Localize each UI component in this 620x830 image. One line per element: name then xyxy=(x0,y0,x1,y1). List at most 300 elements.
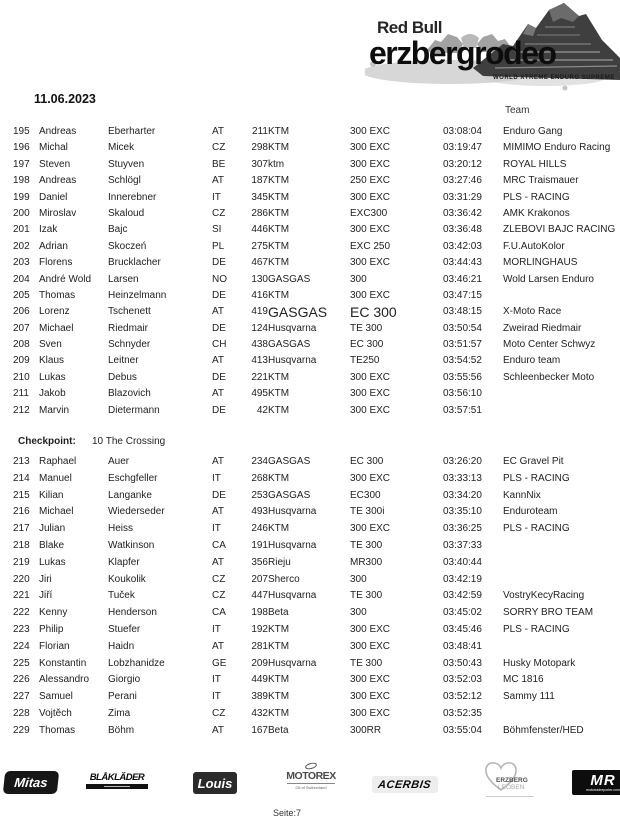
table-row xyxy=(13,622,620,639)
cell-num: 205 xyxy=(13,289,30,301)
cell-num: 218 xyxy=(13,539,30,551)
cell-model: 300 EXC xyxy=(350,623,391,635)
table-row xyxy=(13,304,620,320)
cell-num: 212 xyxy=(13,404,30,416)
erzberg-text: ERZBERG xyxy=(496,777,528,784)
event-logo xyxy=(365,2,620,97)
cell-team: Enduroteam xyxy=(503,506,558,518)
motorex-wordmark: MOTOREX xyxy=(286,770,336,782)
cell-model: 300 EXC xyxy=(350,640,391,652)
cell-brand: Rieju xyxy=(268,556,291,568)
cell-bike_no: 211 xyxy=(252,126,268,137)
cell-model: 300 EXC xyxy=(350,472,391,484)
cell-bike_no: 449 xyxy=(251,674,268,686)
sponsor-logo-motorradreporter xyxy=(572,770,620,795)
table-row xyxy=(13,639,620,656)
cell-bike_no: 275 xyxy=(251,240,268,252)
table-row xyxy=(13,471,620,488)
table-row xyxy=(13,521,620,538)
cell-model: 300 EXC xyxy=(350,126,391,137)
cell-bike_no: 416 xyxy=(251,289,268,301)
cell-last: Stuefer xyxy=(108,623,141,635)
cell-last: Klapfer xyxy=(108,556,140,568)
cell-first: Michael xyxy=(39,322,74,334)
cell-time: 03:34:20 xyxy=(443,489,482,501)
cell-brand: GASGAS xyxy=(268,456,311,467)
cell-model: EXC300 xyxy=(350,207,388,219)
table-row xyxy=(13,239,620,255)
cell-num: 223 xyxy=(13,623,30,635)
cell-time: 03:52:12 xyxy=(443,691,482,703)
erzberg-underline xyxy=(486,796,534,797)
cell-num: 216 xyxy=(13,506,30,518)
cell-first: Andreas xyxy=(39,126,77,137)
cell-num: 226 xyxy=(13,674,30,686)
cell-num: 200 xyxy=(13,207,30,219)
cell-team: Husky Motopark xyxy=(503,657,576,669)
cell-team: Enduro team xyxy=(503,355,561,367)
cell-time: 03:47:15 xyxy=(443,289,482,301)
cell-team: KannNix xyxy=(503,489,541,501)
cell-num: 211 xyxy=(13,388,29,400)
cell-bike_no: 432 xyxy=(251,707,268,719)
cell-first: Adrian xyxy=(39,240,68,252)
cell-last: Leitner xyxy=(108,355,139,367)
cell-brand: GASGAS xyxy=(268,273,311,285)
cell-team xyxy=(503,403,620,419)
cell-model: 250 EXC xyxy=(350,175,391,187)
cell-model: EC 300 xyxy=(350,304,397,321)
cell-team: MORLINGHAUS xyxy=(503,257,578,269)
cell-brand: KTM xyxy=(268,224,290,236)
cell-time: 03:48:41 xyxy=(443,640,482,652)
cell-time: 03:54:52 xyxy=(443,355,482,367)
cell-time: 03:42:19 xyxy=(443,573,482,585)
cell-nat: AT xyxy=(212,355,225,367)
cell-num: 195 xyxy=(13,126,30,137)
cell-model: EC 300 xyxy=(350,339,384,351)
cell-num: 209 xyxy=(13,355,30,367)
cell-last: Micek xyxy=(108,142,135,154)
table-row xyxy=(13,386,620,402)
cell-time: 03:35:10 xyxy=(443,506,482,518)
table-row xyxy=(13,321,620,337)
cell-first: Sven xyxy=(39,339,62,351)
cell-first: Kenny xyxy=(39,607,68,619)
cell-first: Samuel xyxy=(39,691,73,703)
cell-time: 03:50:43 xyxy=(443,657,482,669)
cell-first: Vojtěch xyxy=(39,707,72,719)
cell-nat: DE xyxy=(212,404,226,416)
cell-last: Skaloud xyxy=(108,207,145,219)
table-row xyxy=(13,504,620,521)
result-rows-2 xyxy=(13,454,620,740)
cell-bike_no: 307 xyxy=(251,158,268,170)
cell-bike_no: 419 xyxy=(251,306,268,318)
cell-bike_no: 207 xyxy=(251,573,268,585)
cell-last: Tschenett xyxy=(108,306,151,318)
cell-last: Langanke xyxy=(108,489,152,501)
cell-team: VostryKecyRacing xyxy=(503,590,585,602)
cell-num: 210 xyxy=(13,371,30,383)
cell-model: 300 EXC xyxy=(350,158,391,170)
table-row xyxy=(13,353,620,369)
cell-model: TE 300 xyxy=(350,322,383,334)
cell-model: EXC 250 xyxy=(350,240,391,252)
cell-brand: KTM xyxy=(268,142,290,154)
cell-model: 300 EXC xyxy=(350,289,391,301)
cell-first: Florian xyxy=(39,640,70,652)
cell-brand: KTM xyxy=(268,240,290,252)
cell-brand: KTM xyxy=(268,707,290,719)
cell-nat: AT xyxy=(212,388,225,400)
cell-first: Andreas xyxy=(39,175,77,187)
cell-last: Schlögl xyxy=(108,175,141,187)
cell-team: F.U.AutoKolor xyxy=(503,240,565,252)
cell-brand: KTM xyxy=(268,640,290,652)
cell-num: 228 xyxy=(13,707,30,719)
cell-nat: AT xyxy=(212,456,225,467)
acerbis-wordmark: ACERBIS xyxy=(377,778,433,791)
cell-team: Enduro Gang xyxy=(503,126,563,137)
motorex-tagline: Oil of Switzerland xyxy=(287,783,335,790)
cell-nat: NO xyxy=(212,273,227,285)
table-row xyxy=(13,555,620,572)
cell-nat: IT xyxy=(212,691,221,703)
table-row xyxy=(13,538,620,555)
sponsor-logo-acerbis xyxy=(372,776,438,793)
cell-num: 201 xyxy=(13,224,30,236)
cell-last: Henderson xyxy=(108,607,157,619)
cell-last: Tuček xyxy=(108,590,135,602)
cell-model: 300 xyxy=(350,573,367,585)
cell-first: Alessandro xyxy=(39,674,90,686)
cell-model: TE250 xyxy=(350,355,380,367)
table-row xyxy=(13,206,620,222)
table-row xyxy=(13,190,620,206)
cell-time: 03:52:35 xyxy=(443,707,482,719)
cell-model: TE 300 xyxy=(350,657,383,669)
cell-last: Auer xyxy=(108,456,130,467)
cell-first: Florens xyxy=(39,257,73,269)
cell-nat: DE xyxy=(212,257,226,269)
cell-bike_no: 413 xyxy=(251,355,268,367)
cell-bike_no: 298 xyxy=(251,142,268,154)
cell-bike_no: 130 xyxy=(251,273,268,285)
cell-last: Eschgfeller xyxy=(108,472,158,484)
cell-brand: KTM xyxy=(268,191,290,203)
cell-nat: IT xyxy=(212,674,221,686)
cell-first: Miroslav xyxy=(39,207,77,219)
cell-last: Giorgio xyxy=(108,674,141,686)
louis-wordmark: Louis xyxy=(197,775,233,791)
cell-model: 300 EXC xyxy=(350,257,391,269)
cell-brand: Beta xyxy=(268,724,289,736)
cell-model: 300 EXC xyxy=(350,224,391,236)
cell-model: 300 xyxy=(350,273,367,285)
cell-model: 300 EXC xyxy=(350,142,391,154)
cell-first: Thomas xyxy=(39,724,76,736)
logo-tagline: WORLD XTREME ENDURO SUPREME xyxy=(493,75,615,81)
cell-first: Lorenz xyxy=(39,306,70,318)
cell-last: Heinzelmann xyxy=(108,289,167,301)
cell-bike_no: 389 xyxy=(251,691,268,703)
cell-bike_no: 246 xyxy=(251,523,268,535)
cell-num: 215 xyxy=(13,489,30,501)
cell-team: SORRY BRO TEAM xyxy=(503,607,594,619)
cell-team xyxy=(503,386,620,402)
cell-first: Michal xyxy=(39,142,68,154)
cell-num: 197 xyxy=(13,158,30,170)
cell-last: Haidn xyxy=(108,640,135,652)
cell-num: 198 xyxy=(13,175,30,187)
cell-time: 03:36:25 xyxy=(443,523,482,535)
cell-time: 03:57:51 xyxy=(443,404,482,416)
table-row xyxy=(13,222,620,238)
cell-model: 300RR xyxy=(350,724,382,736)
cell-num: 227 xyxy=(13,691,30,703)
cell-first: Michael xyxy=(39,506,74,518)
table-row xyxy=(13,656,620,673)
cell-last: Riedmair xyxy=(108,322,149,334)
cell-bike_no: 281 xyxy=(251,640,268,652)
cell-nat: IT xyxy=(212,191,221,203)
mr-wordmark: MR xyxy=(590,771,616,789)
cell-model: MR300 xyxy=(350,556,383,568)
table-row xyxy=(13,605,620,622)
cell-last: Dietermann xyxy=(108,404,160,416)
cell-last: Bajc xyxy=(108,224,128,236)
cell-num: 202 xyxy=(13,240,30,252)
cell-nat: AT xyxy=(212,724,225,736)
cell-brand: KTM xyxy=(268,175,290,187)
cell-time: 03:50:54 xyxy=(443,322,482,334)
cell-brand: Husqvarna xyxy=(268,657,317,669)
cell-brand: Sherco xyxy=(268,573,300,585)
cell-team: X-Moto Race xyxy=(503,306,562,318)
cell-team: Wold Larsen Enduro xyxy=(503,273,594,285)
cell-team: MRC Traismauer xyxy=(503,175,579,187)
cell-first: Blake xyxy=(39,539,65,551)
cell-first: Lukas xyxy=(39,556,66,568)
cell-nat: IT xyxy=(212,623,221,635)
cell-brand: Husqvarna xyxy=(268,506,317,518)
table-row xyxy=(13,140,620,156)
sponsor-logo-motorex xyxy=(281,763,341,790)
leoben-text: LEOBEN xyxy=(498,784,525,791)
blaklader-bar xyxy=(86,784,148,789)
cell-first: Lukas xyxy=(39,371,66,383)
cell-time: 03:26:20 xyxy=(443,456,482,467)
cell-team xyxy=(503,572,620,589)
cell-model: 300 EXC xyxy=(350,691,391,703)
cell-first: Jakob xyxy=(39,388,66,400)
cell-first: Marvin xyxy=(39,404,70,416)
cell-model: TE 300 xyxy=(350,539,383,551)
cell-first: Steven xyxy=(39,158,71,170)
cell-last: Böhm xyxy=(108,724,135,736)
cell-time: 03:36:48 xyxy=(443,224,482,236)
cell-bike_no: 198 xyxy=(251,607,268,619)
cell-model: EC 300 xyxy=(350,456,384,467)
cell-brand: KTM xyxy=(268,207,290,219)
cell-brand: KTM xyxy=(268,674,290,686)
cell-bike_no: 467 xyxy=(251,257,268,269)
cell-model: 300 xyxy=(350,607,367,619)
cell-team xyxy=(503,538,620,555)
cell-time: 03:40:44 xyxy=(443,556,482,568)
cell-team xyxy=(503,288,620,304)
checkpoint-value: 10 The Crossing xyxy=(92,436,166,447)
cell-time: 03:55:04 xyxy=(443,724,482,736)
cell-nat: CZ xyxy=(212,707,226,719)
cell-brand: KTM xyxy=(268,388,290,400)
cell-model: 300 EXC xyxy=(350,371,391,383)
cell-time: 03:45:02 xyxy=(443,607,482,619)
cell-nat: GE xyxy=(212,657,227,669)
cell-first: Julian xyxy=(39,523,66,535)
cell-time: 03:51:57 xyxy=(443,339,482,351)
cell-brand: GASGAS xyxy=(268,304,328,321)
cell-num: 225 xyxy=(13,657,30,669)
cell-model: 300 EXC xyxy=(350,674,391,686)
cell-team: Zweirad Riedmair xyxy=(503,322,582,334)
sponsor-logo-mitas xyxy=(3,771,59,794)
cell-last: Brucklacher xyxy=(108,257,161,269)
cell-first: Kilian xyxy=(39,489,64,501)
cell-first: Daniel xyxy=(39,191,68,203)
cell-bike_no: 209 xyxy=(251,657,268,669)
table-row xyxy=(13,672,620,689)
cell-num: 217 xyxy=(13,523,30,535)
cell-bike_no: 495 xyxy=(251,388,268,400)
cell-model: 300 EXC xyxy=(350,404,391,416)
cell-bike_no: 187 xyxy=(251,175,268,187)
cell-model: 300 EXC xyxy=(350,191,391,203)
cell-time: 03:27:46 xyxy=(443,175,482,187)
table-row xyxy=(13,723,620,740)
table-row xyxy=(13,689,620,706)
cell-num: 214 xyxy=(13,472,30,484)
cell-num: 203 xyxy=(13,257,30,269)
cell-nat: SI xyxy=(212,224,222,236)
cell-model: 300 EXC xyxy=(350,523,391,535)
cell-brand: KTM xyxy=(268,691,290,703)
cell-brand: Husqvarna xyxy=(268,355,317,367)
cell-last: Lobzhanidze xyxy=(108,657,165,669)
cell-model: TE 300 xyxy=(350,590,383,602)
cell-first: Thomas xyxy=(39,289,76,301)
cell-team: MIMIMO Enduro Racing xyxy=(503,142,611,154)
cell-nat: CA xyxy=(212,607,226,619)
cell-bike_no: 356 xyxy=(251,556,268,568)
cell-first: Manuel xyxy=(39,472,72,484)
cell-last: Perani xyxy=(108,691,137,703)
cell-last: Koukolik xyxy=(108,573,146,585)
cell-time: 03:44:43 xyxy=(443,257,482,269)
cell-nat: AT xyxy=(212,126,225,137)
cell-first: Jiří xyxy=(39,590,53,602)
erzbergrodeo-wordmark: erzbergrodeo xyxy=(369,35,556,71)
cell-num: 204 xyxy=(13,273,30,285)
mr-url-text: motorradreporter.com xyxy=(586,787,620,792)
cell-first: Klaus xyxy=(39,355,65,367)
cell-nat: CZ xyxy=(212,142,226,154)
cell-nat: CZ xyxy=(212,207,226,219)
table-row xyxy=(13,454,620,471)
cell-brand: KTM xyxy=(268,523,290,535)
cell-first: Konstantin xyxy=(39,657,87,669)
sponsor-logo-louis xyxy=(193,772,237,794)
cell-brand: KTM xyxy=(268,404,290,416)
cell-bike_no: 286 xyxy=(251,207,268,219)
cell-time: 03:33:13 xyxy=(443,472,482,484)
cell-team: EC Gravel Pit xyxy=(503,456,564,467)
cell-brand: Husqvarna xyxy=(268,539,317,551)
cell-team: PLS - RACING xyxy=(503,523,570,535)
cell-time: 03:19:47 xyxy=(443,142,482,154)
cell-bike_no: 345 xyxy=(251,191,268,203)
cell-nat: IT xyxy=(212,472,221,484)
cell-nat: CA xyxy=(212,539,226,551)
cell-nat: CZ xyxy=(212,590,226,602)
cell-bike_no: 253 xyxy=(251,489,268,501)
cell-num: 213 xyxy=(13,456,30,467)
cell-num: 221 xyxy=(13,590,30,602)
mitas-wordmark: Mitas xyxy=(13,775,49,790)
cell-team: ROYAL HILLS xyxy=(503,158,567,170)
cell-bike_no: 221 xyxy=(251,371,268,383)
team-column-header: Team xyxy=(505,105,530,116)
cell-nat: AT xyxy=(212,306,225,318)
cell-brand: KTM xyxy=(268,623,290,635)
cell-nat: CZ xyxy=(212,573,226,585)
cell-first: Jiri xyxy=(39,573,52,585)
cell-last: Heiss xyxy=(108,523,134,535)
cell-last: Stuyven xyxy=(108,158,145,170)
cell-num: 229 xyxy=(13,724,30,736)
redbull-wordmark: Red Bull xyxy=(377,18,442,37)
cell-team: ZLEBOVI BAJC RACING xyxy=(503,224,616,236)
cell-last: Larsen xyxy=(108,273,139,285)
cell-time: 03:20:12 xyxy=(443,158,482,170)
cell-team: Moto Center Schwyz xyxy=(503,339,596,351)
cell-nat: DE xyxy=(212,489,226,501)
cell-brand: KTM xyxy=(268,126,290,137)
cell-nat: AT xyxy=(212,175,225,187)
cell-last: Innerebner xyxy=(108,191,157,203)
cell-last: Debus xyxy=(108,371,137,383)
table-row xyxy=(13,588,620,605)
cell-brand: KTM xyxy=(268,289,290,301)
table-row xyxy=(13,706,620,723)
cell-last: Blazovich xyxy=(108,388,151,400)
cell-team: AMK Krakonos xyxy=(503,207,570,219)
cell-team: MC 1816 xyxy=(503,674,544,686)
cell-time: 03:55:56 xyxy=(443,371,482,383)
cell-last: Eberharter xyxy=(108,126,156,137)
cell-team: PLS - RACING xyxy=(503,623,570,635)
cell-time: 03:46:21 xyxy=(443,273,482,285)
cell-time: 03:45:46 xyxy=(443,623,482,635)
cell-time: 03:37:33 xyxy=(443,539,482,551)
cell-nat: DE xyxy=(212,371,226,383)
cell-bike_no: 42 xyxy=(256,404,268,416)
table-row xyxy=(13,488,620,505)
cell-last: Wiederseder xyxy=(108,506,165,518)
cell-time: 03:56:10 xyxy=(443,388,482,400)
cell-nat: IT xyxy=(212,523,221,535)
